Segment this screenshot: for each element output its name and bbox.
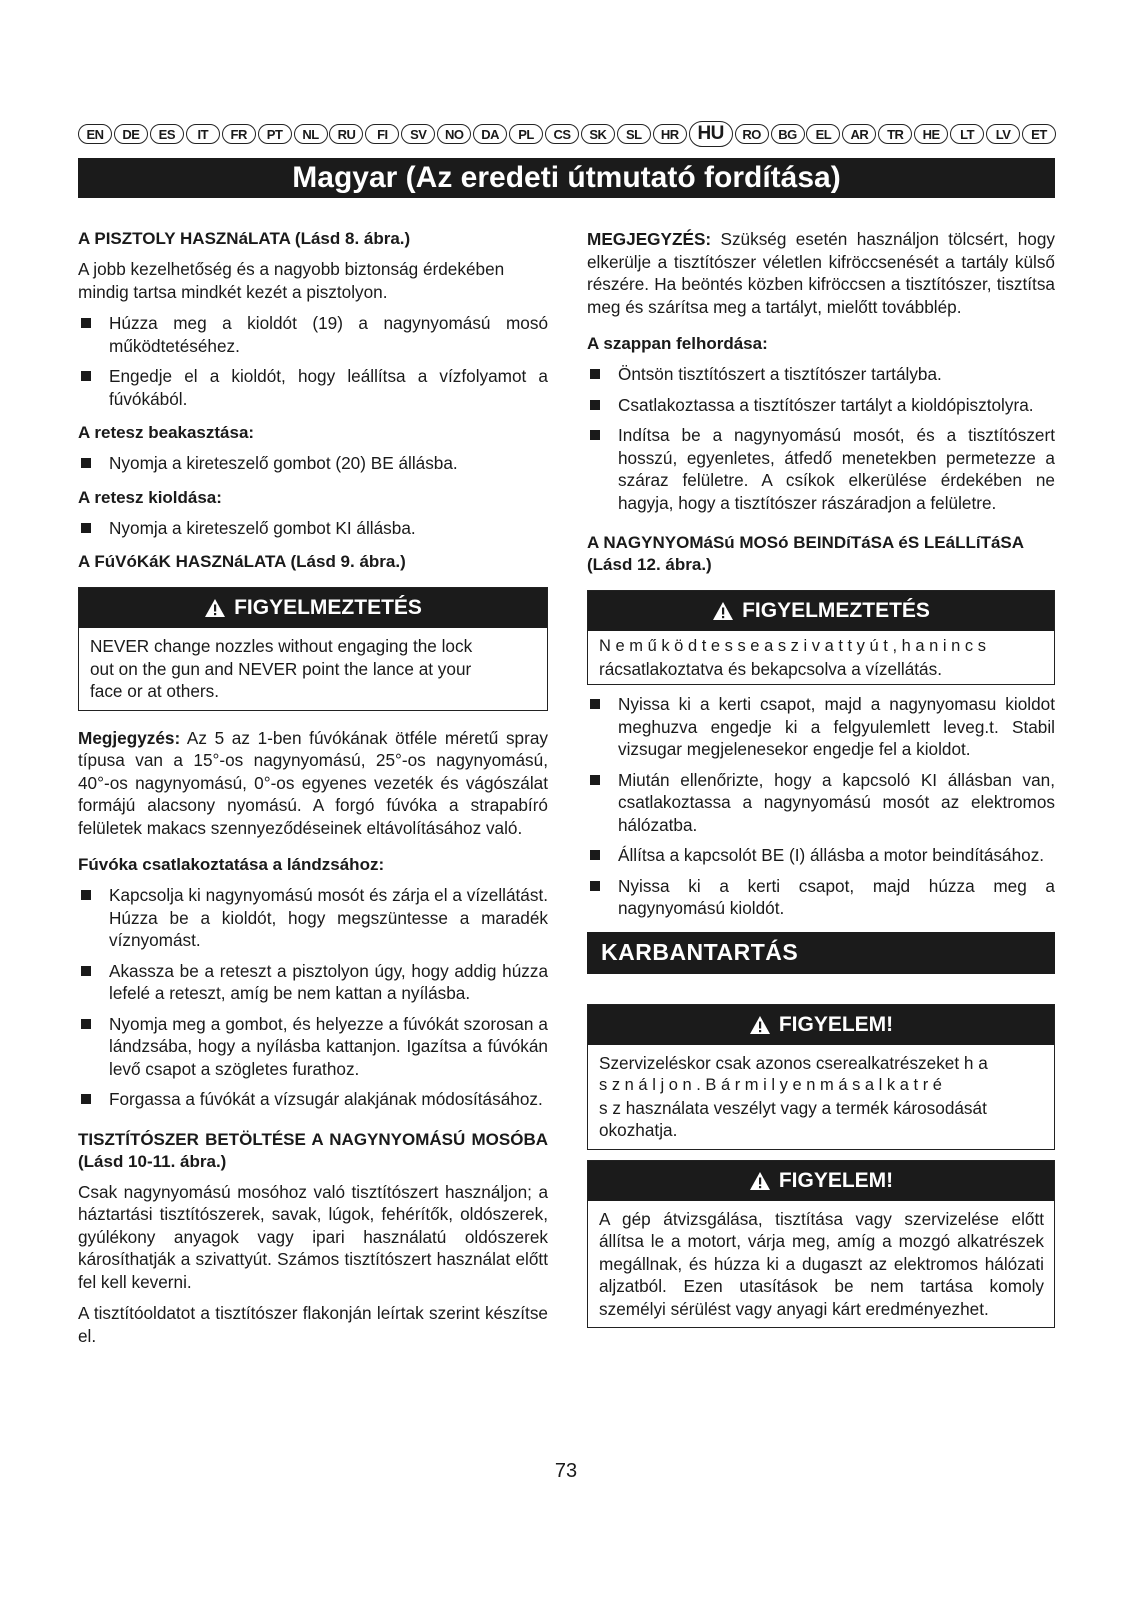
list-item: Nyissa ki a kerti csapot, majd a nagynyomasu kioldot meghuzva engedje ki a felgyulemlett leveg.t. Stabil vizsugar megjelenesekor engedje fel a kioldot. [587,693,1055,761]
attach-heading: Fúvóka csatlakoztatása a lándzsához: [78,855,385,874]
detergent-heading: TISZTÍTÓSZER BETÖLTÉSE A NAGYNYOMÁSÚ MOSÓBA (Lásd 10-11. ábra.) [78,1129,548,1171]
note-text: Az 5 az 1-ben fúvókának ötféle méretű spray típusa van a 15°-os nagynyomású, 25°-os nagynyomású, 40°-os nagynyomású, 0°-os egyenes vezeték és vágószálat formájú alacsony nyomású. A forgó fúvóka a strapabíró felületek makacs szennyeződéseinek eltávolításához való. [78,727,548,838]
warning-text: NEVER change nozzles without engaging the lock out on the gun and NEVER point the lance at your face or at others. [90,636,473,701]
list-item: Miután ellenőrizte, hogy a kapcsoló KI állásban van, csatlakoztassa a nagynyomású mosót az elektromos hálózatba. [587,769,1055,837]
soap-bullet-list [587,363,1055,514]
language-tab-it: IT [186,124,220,144]
language-tab-sk: SK [581,124,615,144]
language-tab-ro: RO [735,124,769,144]
language-tab-tr: TR [878,124,912,144]
list-item: Húzza meg a kioldót (19) a nagynyomású mosó működtetéséhez. [78,312,548,357]
language-tab-en: EN [78,124,112,144]
gun-bullet-list [78,312,548,410]
lock-off-bullet-list [78,517,548,540]
funnel-note [587,228,1055,318]
right-column [587,228,1055,1342]
detergent-paragraph-2: A tisztítóoldatot a tisztítószer flakonján leírtak szerint készítse el. [78,1303,548,1346]
warning-triangle-icon [749,1171,771,1191]
soap-heading: A szappan felhordása: [587,334,768,353]
note-label: Megjegyzés: [78,727,181,748]
language-selector [78,121,1056,147]
caution-title: FIGYELEM! [778,1012,894,1036]
list-item: Nyomja a kireteszelő gombot KI állásba. [78,517,548,540]
page-title: Magyar (Az eredeti útmutató fordítása) [78,158,1055,198]
caution-line: s z n á l j o n . B á r m i l y e n m á s a l k a t r é [599,1076,942,1094]
language-tab-lv: LV [986,124,1020,144]
caution-box [587,1004,1055,1150]
language-tab-cs: CS [545,124,579,144]
language-tab-bg: BG [771,124,805,144]
list-item: Állítsa a kapcsolót BE (I) állásba a motor beindításához. [587,844,1055,867]
language-tab-pl: PL [509,124,543,144]
list-item: Indítsa be a nagynyomású mosót, és a tisztítószert hosszú, egyenletes, átfedő menetekben permetezze a száraz felületre. A csíkok elkerülése érdekében ne hagyja, hogy a tisztítószer rászáradjon a felületre. [587,424,1055,514]
warning-triangle-icon [749,1015,771,1035]
language-tab-fr: FR [222,124,256,144]
list-item: Engedje el a kioldót, hogy leállítsa a vízfolyamot a fúvókából. [78,365,548,410]
note-label: MEGJEGYZÉS: [587,229,712,249]
caution-line: Szervizeléskor csak azonos cserealkatrészeket h a [599,1052,988,1073]
warning-triangle-icon [204,598,226,618]
warning-title: FIGYELMEZTETÉS [742,599,930,622]
caution-title: FIGYELEM! [778,1168,894,1192]
note-text: Szükség esetén használjon tölcsért, hogy elkerülje a tisztítószer véletlen kifröccsenését a tartály külső részére. Ha beöntés közben kifröccsen a tisztítószer, tisztítsa meg és szárítsa meg a tartályt, mielőtt továbblép. [587,229,1055,317]
list-item: Öntsön tisztítószert a tisztítószer tartályba. [587,363,1055,386]
language-tab-de: DE [114,124,148,144]
list-item: Kapcsolja ki nagynyomású mosót és zárja el a vízellátást. Húzza be a kioldót, hogy megszüntesse a maradék víznyomást. [78,884,548,952]
language-tab-ar: AR [842,124,876,144]
caution-box [587,1160,1055,1329]
list-item: Akassza be a reteszt a pisztolyon úgy, hogy addig húzza lefelé a reteszt, amíg be nem kattan a nyílásba. [78,960,548,1005]
language-tab-sl: SL [617,124,651,144]
language-tab-sv: SV [401,124,435,144]
language-tab-hr: HR [653,124,687,144]
language-tab-el: EL [806,124,840,144]
caution-header [588,1005,1054,1045]
warning-triangle-icon [712,601,734,621]
page-number: 73 [554,1460,578,1482]
lock-off-heading: A retesz kioldása: [78,487,222,507]
list-item: Csatlakoztassa a tisztítószer tartályt a kioldópisztolyra. [587,394,1055,417]
caution-text: A gép átvizsgálása, tisztítása vagy szervizelése előtt állítsa le a motort, várja meg, amíg a mozgó alkatrészek megállnak, és húzza ki a dugaszt az elektromos hálózati aljzatból. Ezen utasítások be nem tartása komoly személyi sérülést vagy anyagi kárt eredményezhet. [599,1208,1044,1319]
warning-line: rácsatlakoztatva és bekapcsolva a vízellátás. [599,658,942,679]
note-paragraph [78,727,548,840]
list-item: Nyissa ki a kerti csapot, majd húzza meg a nagynyomású kioldót. [587,875,1055,920]
maintenance-section-title: KARBANTARTÁS [587,932,1055,974]
language-tab-nl: NL [294,124,328,144]
list-item: Forgassa a fúvókát a vízsugár alakjának módosításához. [78,1088,548,1111]
caution-line: s z használata veszélyt vagy a termék károsodását okozhatja. [599,1097,987,1140]
warning-title: FIGYELMEZTETÉS [234,596,422,619]
language-tab-da: DA [473,124,507,144]
caution-text [588,1045,1054,1149]
language-tab-et: ET [1022,124,1056,144]
language-tab-lt: LT [950,124,984,144]
nozzle-heading: A FúVóKáK HASZNáLATA (Lásd 9. ábra.) [78,552,406,571]
language-tab-fi: FI [365,124,399,144]
language-tab-pt: PT [258,124,292,144]
start-bullet-list [587,693,1055,920]
warning-text [588,631,1054,684]
left-column [78,228,548,1356]
gun-intro: A jobb kezelhetőség és a nagyobb biztonság érdekében mindig tartsa mindkét kezét a pisztolyon. [78,259,505,302]
language-tab-no: NO [437,124,471,144]
detergent-paragraph-1: Csak nagynyomású mosóhoz való tisztítószert használjon; a háztartási tisztítószerek, savak, lúgok, fehérítők, oldószerek, gyúlékony anyagok vagy ipari használatú oldószerek károsíthatják a szivattyút. Számos tisztítószert használat előtt fel kell keverni. [78,1181,548,1292]
warning-header [588,591,1054,631]
language-tab-he: HE [914,124,948,144]
list-item: Nyomja meg a gombot, és helyezze a fúvókát szorosan a lándzsába, hogy a nyílásba kattanjon. Igazítsa a fúvókán levő csapot a szögletes furathoz. [78,1013,548,1081]
warning-box [78,587,548,711]
language-tab-es: ES [150,124,184,144]
lock-on-bullet-list [78,452,548,475]
lock-on-heading: A retesz beakasztása: [78,423,255,442]
caution-header [588,1161,1054,1201]
warning-line: N e m ű k ö d t e s s e a s z i v a t t y ú t , h a n i n c s [599,637,986,655]
warning-box [587,590,1055,685]
language-tab-hu: HU [689,121,733,147]
warning-header [79,588,547,628]
list-item: Nyomja a kireteszelő gombot (20) BE állásba. [78,452,548,475]
start-stop-heading: A NAGYNYOMáSú MOSó BEINDíTáSA éS LEáLLíTáSA (Lásd 12. ábra.) [587,533,1024,574]
language-tab-ru: RU [329,124,363,144]
gun-heading: A PISZTOLY HASZNáLATA (Lásd 8. ábra.) [78,229,411,248]
attach-bullet-list [78,884,548,1111]
